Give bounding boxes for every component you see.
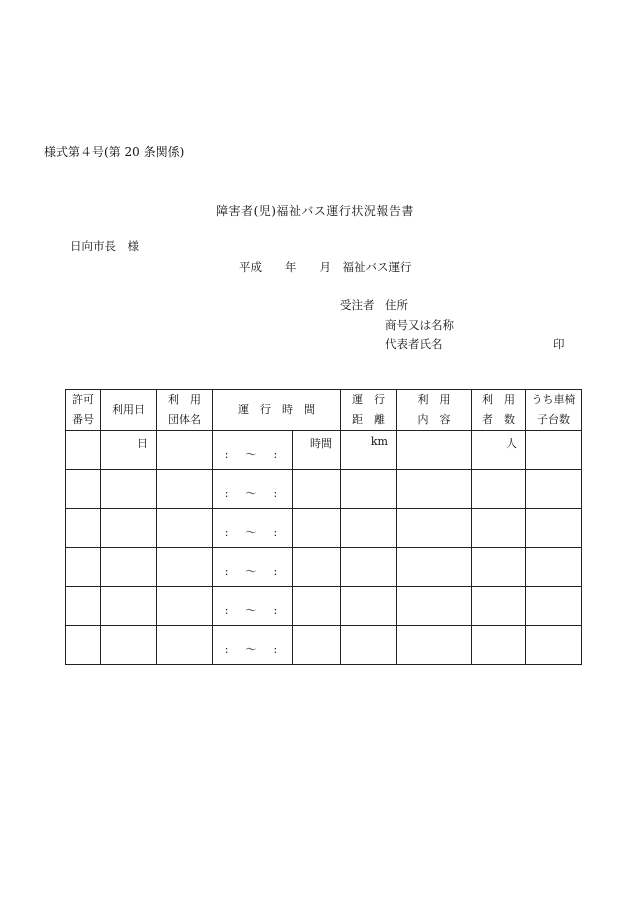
cell-time-range[interactable] bbox=[213, 548, 293, 587]
cell-users-count[interactable] bbox=[472, 587, 526, 626]
people-unit: 人 bbox=[506, 437, 517, 450]
header-distance: 運 行 距 離 bbox=[341, 390, 397, 431]
report-period-line: 平成 年 月 福祉バス運行 bbox=[239, 260, 412, 274]
representative-label: 代表者氏名 bbox=[385, 337, 443, 351]
company-name-label: 商号又は名称 bbox=[385, 318, 454, 332]
time-range-placeholder: : 〜 : bbox=[224, 448, 281, 461]
cell-permit-no[interactable] bbox=[66, 431, 101, 470]
contractor-label: 受注者 bbox=[340, 298, 375, 312]
cell-use-date[interactable] bbox=[101, 470, 157, 509]
form-number: 様式第４号(第 20 条関係) bbox=[44, 145, 185, 159]
cell-group-name[interactable] bbox=[157, 509, 213, 548]
cell-hours[interactable] bbox=[293, 626, 341, 665]
time-range-placeholder: : 〜 : bbox=[224, 526, 281, 539]
header-use-content: 利 用 内 容 bbox=[397, 390, 472, 431]
cell-wheelchair-count[interactable] bbox=[526, 587, 582, 626]
table-row bbox=[66, 431, 582, 470]
cell-use-date[interactable] bbox=[101, 548, 157, 587]
cell-time-range[interactable] bbox=[213, 470, 293, 509]
cell-permit-no[interactable] bbox=[66, 509, 101, 548]
cell-use-date[interactable] bbox=[101, 431, 157, 470]
header-users-count: 利 用 者 数 bbox=[472, 390, 526, 431]
cell-time-range[interactable] bbox=[213, 626, 293, 665]
cell-distance[interactable] bbox=[341, 587, 397, 626]
cell-use-date[interactable] bbox=[101, 626, 157, 665]
cell-group-name[interactable] bbox=[157, 548, 213, 587]
cell-permit-no[interactable] bbox=[66, 587, 101, 626]
cell-hours[interactable] bbox=[293, 548, 341, 587]
cell-use-content[interactable] bbox=[397, 587, 472, 626]
cell-permit-no[interactable] bbox=[66, 548, 101, 587]
cell-distance[interactable] bbox=[341, 626, 397, 665]
table-header-row bbox=[66, 390, 582, 431]
cell-users-count[interactable] bbox=[472, 509, 526, 548]
cell-wheelchair-count[interactable] bbox=[526, 509, 582, 548]
cell-distance[interactable] bbox=[341, 470, 397, 509]
cell-hours[interactable] bbox=[293, 587, 341, 626]
table-row bbox=[66, 626, 582, 665]
time-range-placeholder: : 〜 : bbox=[224, 487, 281, 500]
time-range-placeholder: : 〜 : bbox=[224, 643, 281, 656]
km-unit: km bbox=[370, 435, 388, 448]
time-range-placeholder: : 〜 : bbox=[224, 565, 281, 578]
header-group-name: 利 用 団体名 bbox=[157, 390, 213, 431]
table-row bbox=[66, 587, 582, 626]
cell-use-content[interactable] bbox=[397, 431, 472, 470]
cell-time-range[interactable] bbox=[213, 431, 293, 470]
cell-group-name[interactable] bbox=[157, 587, 213, 626]
table-row bbox=[66, 548, 582, 587]
cell-users-count[interactable] bbox=[472, 431, 526, 470]
cell-use-content[interactable] bbox=[397, 626, 472, 665]
cell-users-count[interactable] bbox=[472, 626, 526, 665]
cell-group-name[interactable] bbox=[157, 470, 213, 509]
cell-hours[interactable] bbox=[293, 431, 341, 470]
address-label: 住所 bbox=[385, 298, 408, 312]
cell-use-content[interactable] bbox=[397, 548, 472, 587]
cell-time-range[interactable] bbox=[213, 509, 293, 548]
cell-hours[interactable] bbox=[293, 509, 341, 548]
cell-distance[interactable] bbox=[341, 509, 397, 548]
cell-group-name[interactable] bbox=[157, 626, 213, 665]
cell-permit-no[interactable] bbox=[66, 470, 101, 509]
cell-permit-no[interactable] bbox=[66, 626, 101, 665]
cell-distance[interactable] bbox=[341, 548, 397, 587]
cell-time-range[interactable] bbox=[213, 587, 293, 626]
cell-users-count[interactable] bbox=[472, 548, 526, 587]
operation-table bbox=[65, 389, 582, 665]
table-row bbox=[66, 470, 582, 509]
header-permit-no: 許可 番号 bbox=[66, 390, 101, 431]
table-row bbox=[66, 509, 582, 548]
cell-wheelchair-count[interactable] bbox=[526, 470, 582, 509]
cell-use-content[interactable] bbox=[397, 509, 472, 548]
cell-wheelchair-count[interactable] bbox=[526, 431, 582, 470]
cell-use-date[interactable] bbox=[101, 587, 157, 626]
cell-users-count[interactable] bbox=[472, 470, 526, 509]
time-range-placeholder: : 〜 : bbox=[224, 604, 281, 617]
document-title: 障害者(児)福祉バス運行状況報告書 bbox=[216, 204, 414, 218]
cell-use-date[interactable] bbox=[101, 509, 157, 548]
cell-use-content[interactable] bbox=[397, 470, 472, 509]
header-operation-time: 運 行 時 間 bbox=[213, 390, 341, 431]
addressee: 日向市長 様 bbox=[70, 239, 139, 253]
header-use-date: 利用日 bbox=[101, 390, 157, 431]
day-unit: 日 bbox=[137, 437, 148, 450]
header-wheelchair-count: うち車椅 子台数 bbox=[526, 390, 582, 431]
hours-unit: 時間 bbox=[310, 437, 332, 450]
cell-distance[interactable] bbox=[341, 431, 397, 470]
cell-group-name[interactable] bbox=[157, 431, 213, 470]
seal-mark: 印 bbox=[553, 337, 565, 351]
cell-hours[interactable] bbox=[293, 470, 341, 509]
cell-wheelchair-count[interactable] bbox=[526, 626, 582, 665]
cell-wheelchair-count[interactable] bbox=[526, 548, 582, 587]
